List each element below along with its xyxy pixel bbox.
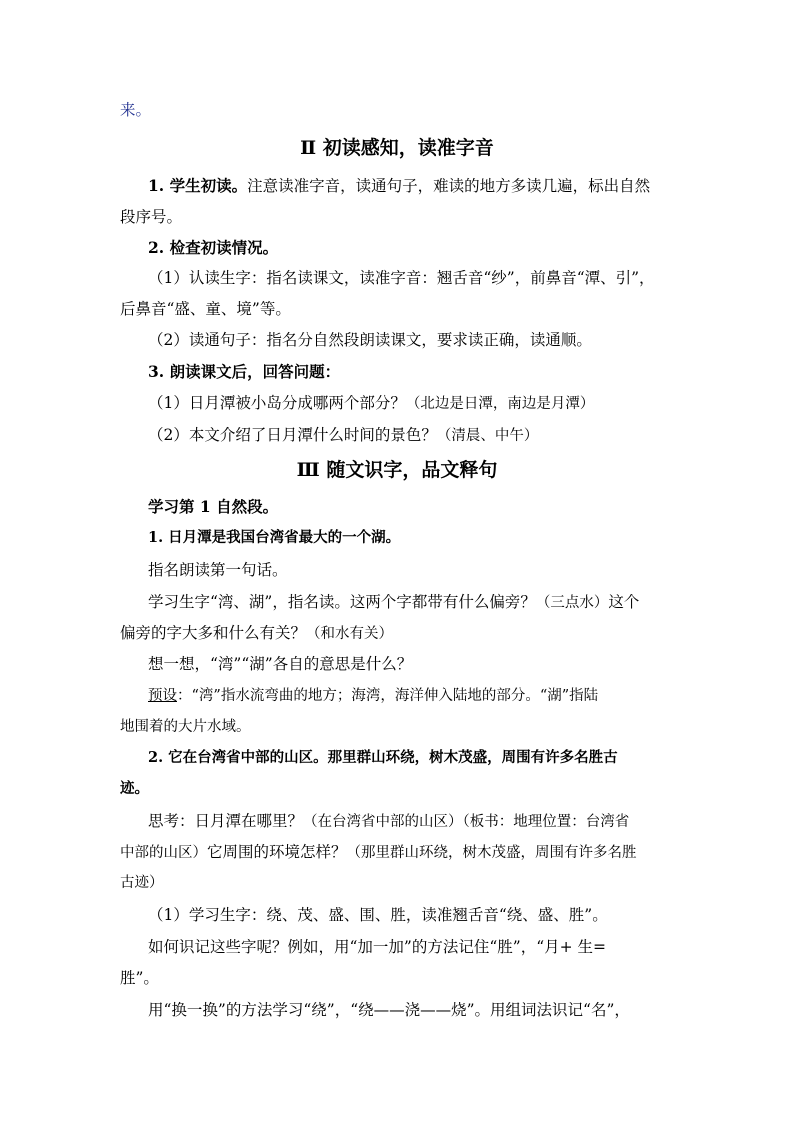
question-2-answer: （清晨、中午） (436, 428, 539, 444)
sentence-1-question-cont (120, 623, 393, 644)
sentence-1-question-end: 这个 (608, 593, 640, 611)
sentence-2-label-cont: 迹。 (120, 780, 149, 797)
section-2-heading: Ⅱ 初读感知，读准字音 (300, 137, 494, 159)
study-paragraph-label: 学习第 1 自然段。 (148, 497, 279, 516)
sentence-1-think: 想一想，“湾”“湖”各自的意思是什么？ (148, 655, 413, 673)
step-2-item-1-cont: 后鼻音“盛、童、境”等。 (120, 300, 291, 318)
think-line-3: 古迹） (120, 875, 164, 891)
preset-label: 预设 (148, 688, 177, 704)
sentence-1-question-cont-answer: （和水有关） (306, 626, 394, 642)
study-characters: （1）学习生字：绕、茂、盛、围、胜，读准翘舌音“绕、盛、胜”。 (148, 906, 608, 924)
preset-text: ：“湾”指水流弯曲的地方；海湾，海洋伸入陆地的部分。“湖”指陆 (177, 688, 599, 704)
remember-method-2: 用“换一换”的方法学习“绕”，“绕——浇——烧”。用组词法识记“名”， (148, 1001, 630, 1019)
step-1-label: 1. 学生初读。 (148, 176, 248, 195)
think-line-1 (148, 811, 629, 832)
preset-answer (148, 686, 598, 706)
sentence-1-instruction: 指名朗读第一句话。 (148, 561, 288, 579)
step-3-label: 3. 朗读课文后，回答问题： (148, 362, 341, 381)
step-2-item-2: （2）读通句子：指名分自然段朗读课文，要求读正确，读通顺。 (148, 331, 592, 349)
think-question-2: 它周围的环境怎样？ (207, 843, 347, 861)
sentence-1-question (148, 592, 639, 613)
preset-answer-cont: 地围着的大片水域。 (120, 719, 251, 735)
continued-text: 来。 (120, 101, 152, 119)
question-1 (148, 393, 594, 414)
think-answer-1-cont: 中部的山区） (120, 845, 207, 861)
sentence-1-question-text: 学习生字“湾、湖”，指名读。这两个字都带有什么偏旁？ (148, 593, 536, 611)
think-line-2 (120, 842, 637, 863)
think-answer-2: （那里群山环绕，树木茂盛，周围有许多名胜 (346, 845, 637, 861)
step-1-text: 注意读准字音，读通句子，难读的地方多读几遍，标出自然 (247, 177, 651, 195)
question-2 (148, 425, 538, 446)
sentence-2-label: 2. 它在台湾省中部的山区。那里群山环绕，树木茂盛，周围有许多名胜古 (148, 749, 618, 766)
step-1-line (148, 176, 650, 196)
think-answer-1: （在台湾省中部的山区）（板书：地理位置：台湾省 (303, 814, 630, 830)
sentence-1-question-answer: （三点水） (535, 595, 609, 611)
sentence-1-label: 1. 日月潭是我国台湾省最大的一个湖。 (148, 529, 401, 546)
sentence-1-question-cont-text: 偏旁的字大多和什么有关？ (120, 624, 307, 642)
step-2-label: 2. 检查初读情况。 (148, 238, 279, 257)
think-question-1: 思考：日月潭在哪里？ (148, 812, 304, 830)
step-2-item-1: （1）认读生字：指名读课文，读准字音：翘舌音“纱”，前鼻音“潭、引”， (148, 269, 655, 287)
question-1-text: （1）日月潭被小岛分成哪两个部分？ (148, 394, 406, 412)
question-2-text: （2）本文介绍了日月潭什么时间的景色？ (148, 426, 437, 444)
question-1-answer: （北边是日潭，南边是月潭） (405, 396, 595, 412)
remember-method-1: 如何识记这些字呢？例如，用“加一加”的方法记住“胜”，“月+ 生= (148, 938, 607, 956)
step-1-line-2: 段序号。 (120, 208, 183, 226)
remember-method-1-cont: 胜”。 (120, 969, 159, 987)
section-3-heading: Ⅲ 随文识字，品文释句 (296, 459, 498, 481)
